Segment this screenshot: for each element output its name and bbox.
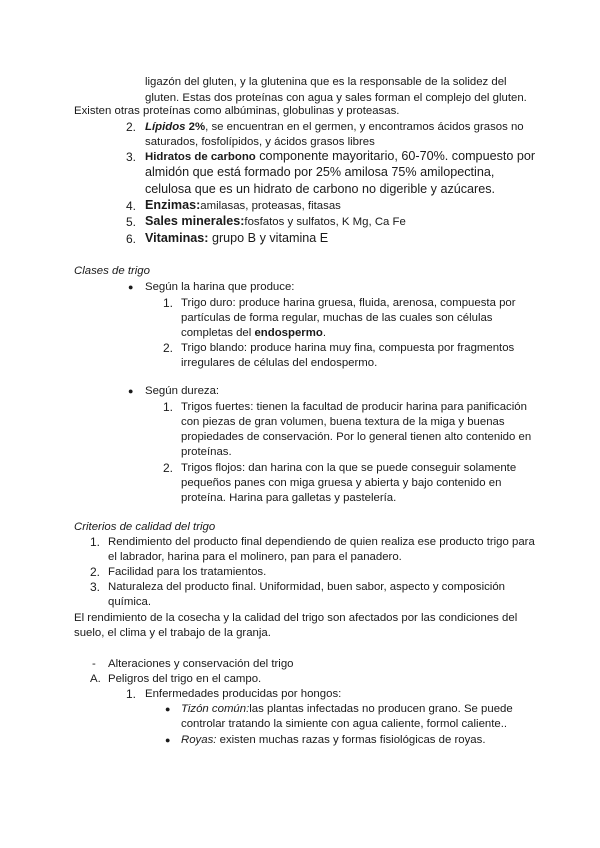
item-5-label: Sales minerales: [145,214,245,228]
endospermo-term: endospermo [254,327,323,339]
clases-2-2-line-1: Trigos flojos: dan harina con la que se puede conseguir solamente [181,462,517,474]
item-2-number: 2. [126,120,137,134]
top-line-3: Existen otras proteínas como albúminas, globulinas y proteasas. [74,105,400,117]
item-4-text: amilasas, proteasas, fitasas [200,200,341,212]
item-6-text: grupo B y vitamina E [208,231,329,245]
enfermedades-number: 1. [126,687,137,701]
royas-label: Royas: [181,734,217,746]
item-5-text: fosfatos y sulfatos, K Mg, Ca Fe [244,216,406,228]
item-4-number: 4. [126,199,137,213]
peligros-text: Peligros del trigo en el campo. [108,673,262,685]
royas-text: existen muchas razas y formas fisiológicas de royas. [216,734,486,746]
clases-heading: Clases de trigo [74,265,150,277]
criterio-2-number: 2. [90,565,101,579]
item-6-line [145,231,328,246]
clases-2-1-line-3: propiedades de conservación. Por lo general tienen alto contenido en [181,431,532,443]
item-3-number: 3. [126,150,137,164]
clases-bullet-2: Según dureza: [145,385,220,397]
peligros-letter: A. [90,673,101,685]
item-3-label: Hidratos de carbono [145,151,256,163]
clases-1-1-number: 1. [163,296,174,310]
alteraciones-heading: Alteraciones y conservación del trigo [108,658,294,670]
clases-2-1-line-2: con piezas de gran volumen, buena textura de la miga y buenas [181,416,505,428]
bullet-icon: ● [128,386,134,396]
criterio-1-number: 1. [90,535,101,549]
clases-1-1-line-1: Trigo duro: produce harina gruesa, fluida, arenosa, compuesta por [181,297,516,309]
criterio-1-line-2: el labrador, harina para el molinero, pan para el panadero. [108,551,402,563]
clases-1-1-line-3 [181,326,326,340]
clases-1-2-number: 2. [163,341,174,355]
clases-1-1-line-2: partículas de forma regular, muchas de las cuales son células [181,312,493,324]
item-3-line-3: celulosa que es un hidrato de carbono no digerible y azúcares. [145,182,496,196]
royas-line [181,733,486,747]
rendimiento-line-2: suelo, el clima y el trabajo de la granja. [74,627,271,639]
clases-2-1-line-4: proteínas. [181,446,232,458]
clases-1-2-line-1: Trigo blando: produce harina muy fina, compuesta por fragmentos [181,342,515,354]
item-2-line-1 [145,120,524,134]
criterio-3-number: 3. [90,580,101,594]
item-3-line-2: almidón que está formado por 25% amilosa 75% amilopectina, [145,165,495,179]
enfermedades-text: Enfermedades producidas por hongos: [145,688,342,700]
clases-2-2-line-3: proteína. Harina para galletas y pastelería. [181,492,397,504]
item-6-label: Vitaminas: [145,231,209,245]
dash-marker: - [92,658,96,670]
bullet-icon: ● [165,735,171,745]
item-2-percent: 2% [185,121,206,133]
item-2-line-2: saturados, fosfolípidos, y ácidos grasos libres [145,136,375,148]
item-3-text: componente mayoritario, 60-70%. compuesto por [255,149,536,163]
clases-1-1-line-3-end: . [322,327,326,339]
top-line-1: ligazón del gluten, y la glutenina que es la responsable de la solidez del [145,76,507,88]
item-5-line [145,214,406,229]
item-4-label: Enzimas: [145,198,201,212]
clases-2-2-number: 2. [163,461,174,475]
clases-2-2-line-2: pequeños panes con miga gruesa y abierta y bajo contenido en [181,477,502,489]
item-3-line-1 [145,149,535,164]
bullet-icon: ● [128,282,134,292]
item-2-text: , se encuentran en el germen, y encontramos ácidos grasos no [205,121,524,133]
tizon-line-1 [181,702,513,716]
criterio-1-line-1: Rendimiento del producto final dependiendo de quien realiza ese producto trigo para [108,536,535,548]
criterio-3-line-1: Naturaleza del producto final. Uniformidad, buen sabor, aspecto y composición [108,581,505,593]
clases-2-1-number: 1. [163,400,174,414]
item-2-label: Lípidos [145,121,186,133]
item-4-line [145,198,341,213]
clases-1-1-line-3-text: completas del [181,327,255,339]
criterios-heading: Criterios de calidad del trigo [74,521,216,533]
item-5-number: 5. [126,215,137,229]
top-line-2: gluten. Estas dos proteínas con agua y sales forman el complejo del gluten. [145,92,527,104]
item-6-number: 6. [126,232,137,246]
criterio-2-line-1: Facilidad para los tratamientos. [108,566,267,578]
clases-bullet-1: Según la harina que produce: [145,281,295,293]
tizon-line-2: controlar tratando la simiente con agua caliente, formol caliente.. [181,718,508,730]
criterio-3-line-2: química. [108,596,152,608]
rendimiento-line-1: El rendimiento de la cosecha y la calidad del trigo son afectados por las condiciones del [74,612,518,624]
clases-1-2-line-2: irregulares de células del endospermo. [181,357,378,369]
clases-2-1-line-1: Trigos fuertes: tienen la facultad de producir harina para panificación [181,401,527,413]
bullet-icon: ● [165,704,171,714]
tizon-text: las plantas infectadas no producen grano. Se puede [249,703,513,715]
tizon-label: Tizón común: [181,703,250,715]
